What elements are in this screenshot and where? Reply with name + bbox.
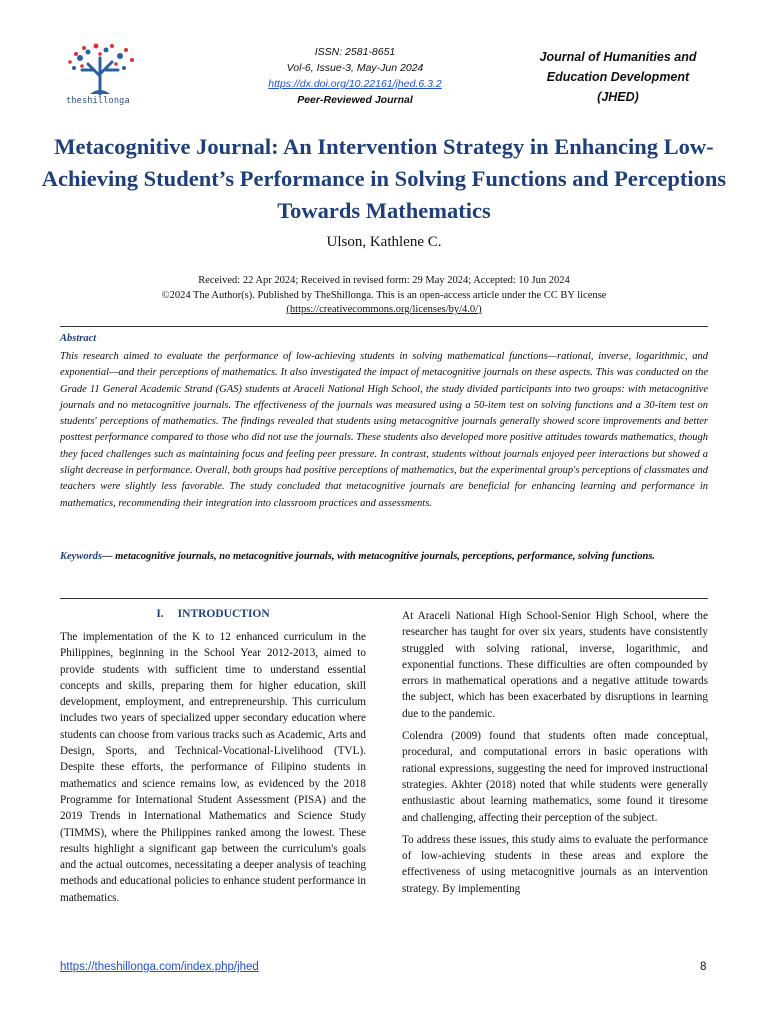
- keywords-label: Keywords: [60, 551, 102, 562]
- intro-paragraph-4: To address these issues, this study aims to evaluate the performance of low-achieving students in these areas and explore the effectiveness of using metacognitive journals as an intervention strategy. By implementing: [402, 833, 708, 895]
- publisher-logo: [60, 40, 144, 110]
- peer-reviewed-label: Peer-Reviewed Journal: [297, 94, 413, 106]
- journal-meta: [230, 44, 480, 108]
- section-title: INTRODUCTION: [177, 608, 270, 620]
- doi-link[interactable]: https://dx.doi.org/10.22161/jhed.6.3.2: [268, 78, 442, 90]
- body-column-right: [402, 608, 708, 903]
- license-link[interactable]: (https://creativecommons.org/licenses/by/4.0/): [286, 304, 482, 315]
- section-number: I.: [156, 608, 164, 620]
- abstract-bottom-divider: [60, 598, 708, 599]
- keywords: [60, 549, 708, 565]
- footer-journal-link[interactable]: https://theshillonga.com/index.php/jhed: [60, 961, 259, 973]
- logo-text: theshillonga: [66, 96, 130, 106]
- abstract-heading: Abstract: [60, 333, 97, 344]
- section-heading: [60, 608, 366, 620]
- page-number: 8: [700, 961, 707, 973]
- keywords-list: — metacognitive journals, no metacognitive journals, with metacognitive journals, perceptions, performance, solving functions.: [102, 551, 656, 562]
- intro-paragraph-1: The implementation of the K to 12 enhanced curriculum in the Philippines, beginning in the School Year 2012-2013, aimed to provide students with sufficient time to understand essential concepts and skills, preparing them for higher education, skill development, employment, and entrepreneurship. This curriculum includes two years of specialized upper secondary education where students can choose from various tracks such as Academic, Arts and Design, Sports, and Technical-Vocational-Livelihood (TVL). Despite these efforts, the performance of Filipino students in mathematics and science remains low, as evidenced by the 2018 Programme for International Student Assessment (PISA) and the 2019 Trends in International Mathematics and Science Study (TIMMS), where the Philippines ranked among the lowest. These results highlight a significant gap between the curriculum's goals and the actual outcomes, necessitating a deeper analysis of teaching methods and educational policies to enhance student performance in mathematics.: [60, 631, 366, 904]
- received-dates: Received: 22 Apr 2024; Received in revised form: 29 May 2024; Accepted: 10 Jun 2024: [198, 275, 570, 286]
- tree-logo-icon: [60, 40, 144, 96]
- journal-name-line-2: Education Development: [546, 70, 690, 84]
- journal-name-line-3: (JHED): [597, 90, 639, 104]
- journal-name-line-1: Journal of Humanities and: [539, 50, 697, 64]
- copyright-notice: ©2024 The Author(s). Published by TheShillonga. This is an open-access article under the CC BY license: [161, 289, 607, 301]
- volume-issue: Vol-6, Issue-3, May-Jun 2024: [286, 62, 424, 74]
- journal-name: [528, 47, 708, 107]
- body-column-left: [60, 629, 366, 912]
- abstract-top-divider: [60, 326, 708, 327]
- issn: ISSN: 2581-8651: [314, 46, 396, 58]
- abstract-text: This research aimed to evaluate the performance of low-achieving students in solving mathematical functions—rational, inverse, logarithmic, and exponential—and their perceptions of mathematics. It also investigated the impact of metacognitive journals on these aspects. This was conducted on the Grade 11 General Academic Strand (GAS) students at Araceli National High School, the study divided participants into two groups: with metacognitive journals and no metacognitive journals. The effectiveness of the journals was measured using a 50-item test on solving functions and a 30-item test on students' perceptions of mathematics. The findings revealed that students using metacognitive journals generally showed score improvements and better posttest performance compared to those who did not use the journals. These students also developed more positive attitudes towards mathematics, though they faced challenges such as maintaining focus and feeling peer pressure. In contrast, students without journals enjoyed peer interactions but showed a slight decrease in performance. Overall, both groups had positive perceptions of mathematics, but the experimental group's perceptions of classmates and teachers were slightly less favorable. The study concluded that metacognitive journals are beneficial for enhancing learning and performance in mathematics, recommending their integration into classroom practices and assessments.: [60, 351, 708, 509]
- intro-paragraph-3: Colendra (2009) found that students often made conceptual, procedural, and computational errors in basic operations with rational expressions, suggesting the need for improved instructional strategies. Akhter (2018) noted that while students were generally enthusiastic about learning mathematics, some found it tiresome and challenging, affecting their perception of the subject.: [402, 730, 708, 824]
- intro-paragraph-2: At Araceli National High School-Senior High School, where the researcher has taught for over six years, students have consistently struggled with solving rational, inverse, logarithmic, and exponential functions. These difficulties are often compounded by errors in mathematical operations and a negative attitude towards the subject, which has been exacerbated by disruptions in learning due to the pandemic.: [402, 610, 708, 720]
- author-name: Ulson, Kathlene C.: [326, 234, 442, 250]
- article-history: [60, 274, 708, 318]
- article-title: Metacognitive Journal: An Intervention Strategy in Enhancing Low-Achieving Student’s Performance in Solving Functions and Perceptions Towards Mathematics: [41, 134, 727, 223]
